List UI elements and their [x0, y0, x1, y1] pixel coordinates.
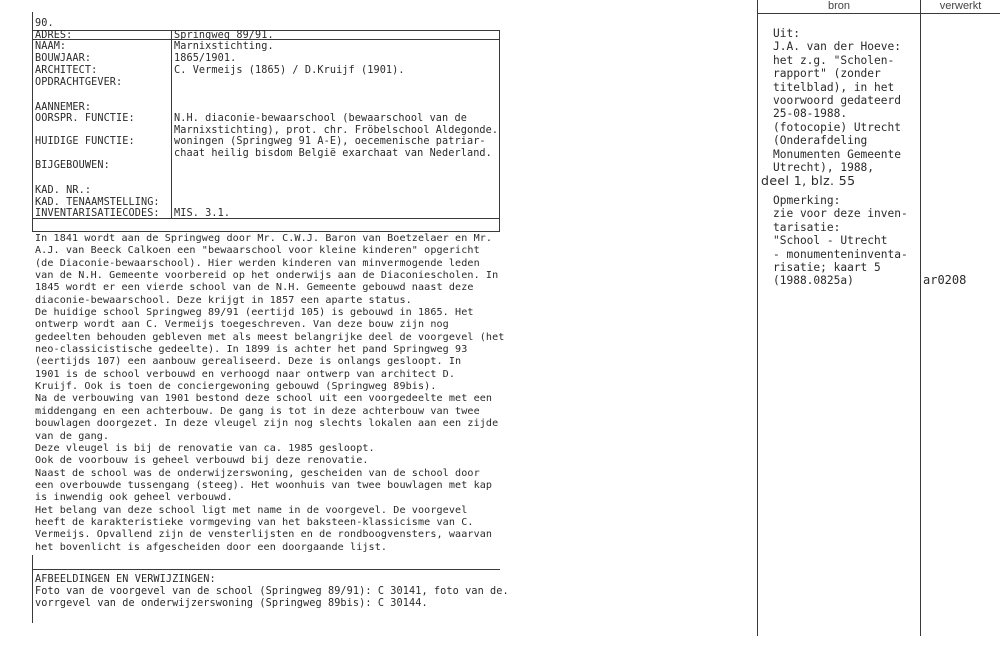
form-rule [32, 569, 500, 570]
source-rule-left [757, 0, 758, 636]
header-verwerkt: verwerkt [939, 0, 982, 12]
label-naam: NAAM: [35, 41, 67, 52]
source-rule-mid [920, 0, 921, 636]
value-adres: Springweg 89/91. [174, 30, 274, 41]
source-remark: Opmerking: zie voor deze inven- tarisatie: "School - Utrecht - monumenteninventa- risatie; kaart 5 (1988.0825a) [773, 194, 908, 288]
label-adres: ADRES: [35, 30, 73, 41]
label-architect: ARCHITECT: [35, 65, 98, 76]
source-note: Uit: J.A. van der Hoeve: het z.g. "Scholen- rapport" (zonder titelblad), in het voorwoord gedateerd 25-08-1988. (fotocopie) Utrecht (Onderafdeling Monumenten Gemeente Utrecht), 1988, [773, 27, 901, 175]
form-rule [32, 231, 500, 232]
value-oorspr-functie: N.H. diaconie-bewaarschool (bewaarschool van de Marnixstichting), prot. chr. Fröbelschool Aldegonde. [174, 113, 499, 137]
label-huidige-functie: HUIDIGE FUNCTIE: [35, 136, 135, 147]
label-kad-nr: KAD. NR.: [35, 185, 92, 196]
form-rule-left [32, 12, 33, 232]
form-rule-right [499, 30, 500, 232]
value-huidige-functie: woningen (Springweg 91 A-E), oecemenische patriar- chaat heilig bisdom België exarchaat van Nederland. [174, 136, 492, 160]
form-rule-bottom-left [32, 555, 33, 623]
label-opdrachtgever: OPDRACHTGEVER: [35, 77, 123, 88]
value-naam: Marnixstichting. [174, 41, 274, 52]
source-rule-top [757, 13, 1000, 14]
page-number: 90. [35, 18, 54, 29]
label-aannemer: AANNEMER: [35, 102, 92, 113]
label-bijgebouwen: BIJGEBOUWEN: [35, 160, 110, 171]
label-inventarisatiecodes: INVENTARISATIECODES: [35, 208, 160, 219]
references-text: Foto van de voorgevel van de school (Springweg 89/91): C 30141, foto van de. vorrgevel van de onderwijzerswoning (Springweg 89bis): C 30144. [35, 586, 509, 610]
label-bouwjaar: BOUWJAAR: [35, 53, 92, 64]
header-bron: bron [827, 0, 851, 12]
value-architect: C. Vermeijs (1865) / D.Kruijf (1901). [174, 65, 405, 76]
value-inventarisatiecodes: MIS. 3.1. [174, 208, 231, 219]
description-text: In 1841 wordt aan de Springweg door Mr. C.W.J. Baron van Boetzelaer en Mr. A.J. van Beeck Calkoen een "bewaarschool voor kleine kinderen" opgericht (de Diaconie-bewaarschool). Hier werden kinderen van minvermogende leden van de N.H. Gemeente voorbereid op het onderwijs aan de Diaconiescholen. In 1845 wordt er een vierde school van de N.H. Gemeente gebouwd naast deze diaconie-bewaarschool. Deze krijgt in 1857 een aparte status. De huidige school Springweg 89/91 (eertijd 105) is gebouwd in 1865. Het ontwerp wordt aan C. Vermeijs toegeschreven. Van deze bouw zijn nog gedeelten behouden gebleven met als meest belangrijke deel de voorgevel (het neo-classicistische gedeelte). In 1899 is achter het pand Springweg 93 (eertijds 107) een aanbouw gerealiseerd. Deze is onlangs gesloopt. In 1901 is de school verbouwd en verhoogd naar ontwerp van architect D. Kruijf. Ook is toen de conciergewoning gebouwd (Springweg 89bis). Na de verbouwing van 1901 bestond deze school uit een voorgedeelte met een middengang en een achterbouw. De gang is tot in deze achterbouw van twee bouwlagen doorgezet. In deze vleugel zijn nog slechts lokalen aan een zijde van de gang. Deze vleugel is bij de renovatie van ca. 1985 gesloopt. Ook de voorbouw is geheel verbouwd bij deze renovatie. Naast de school was de onderwijzerswoning, gescheiden van de school door een overbouwde tussengang (steeg). Het woonhuis van twee bouwlagen met kap is inwendig ook geheel verbouwd. Het belang van deze school ligt met name in de voorgevel. De voorgevel heeft de karakteristieke vormgeving van het baksteen-klassicisme van C. Vermeijs. Opvallend zijn de vensterlijsten en de rondboogvensters, waarvan het bovenlicht is afgescheiden door een doorgaande lijst. [35, 233, 505, 553]
processed-code: ar0208 [923, 273, 967, 287]
value-bouwjaar: 1865/1901. [174, 53, 237, 64]
references-title: AFBEELDINGEN EN VERWIJZINGEN: [35, 574, 216, 585]
form-rule-mid [171, 30, 172, 219]
source-deel: deel 1, blz. 55 [761, 173, 856, 188]
label-oorspr-functie: OORSPR. FUNCTIE: [35, 113, 135, 124]
label-kad-tenaamstelling: KAD. TENAAMSTELLING: [35, 197, 160, 208]
